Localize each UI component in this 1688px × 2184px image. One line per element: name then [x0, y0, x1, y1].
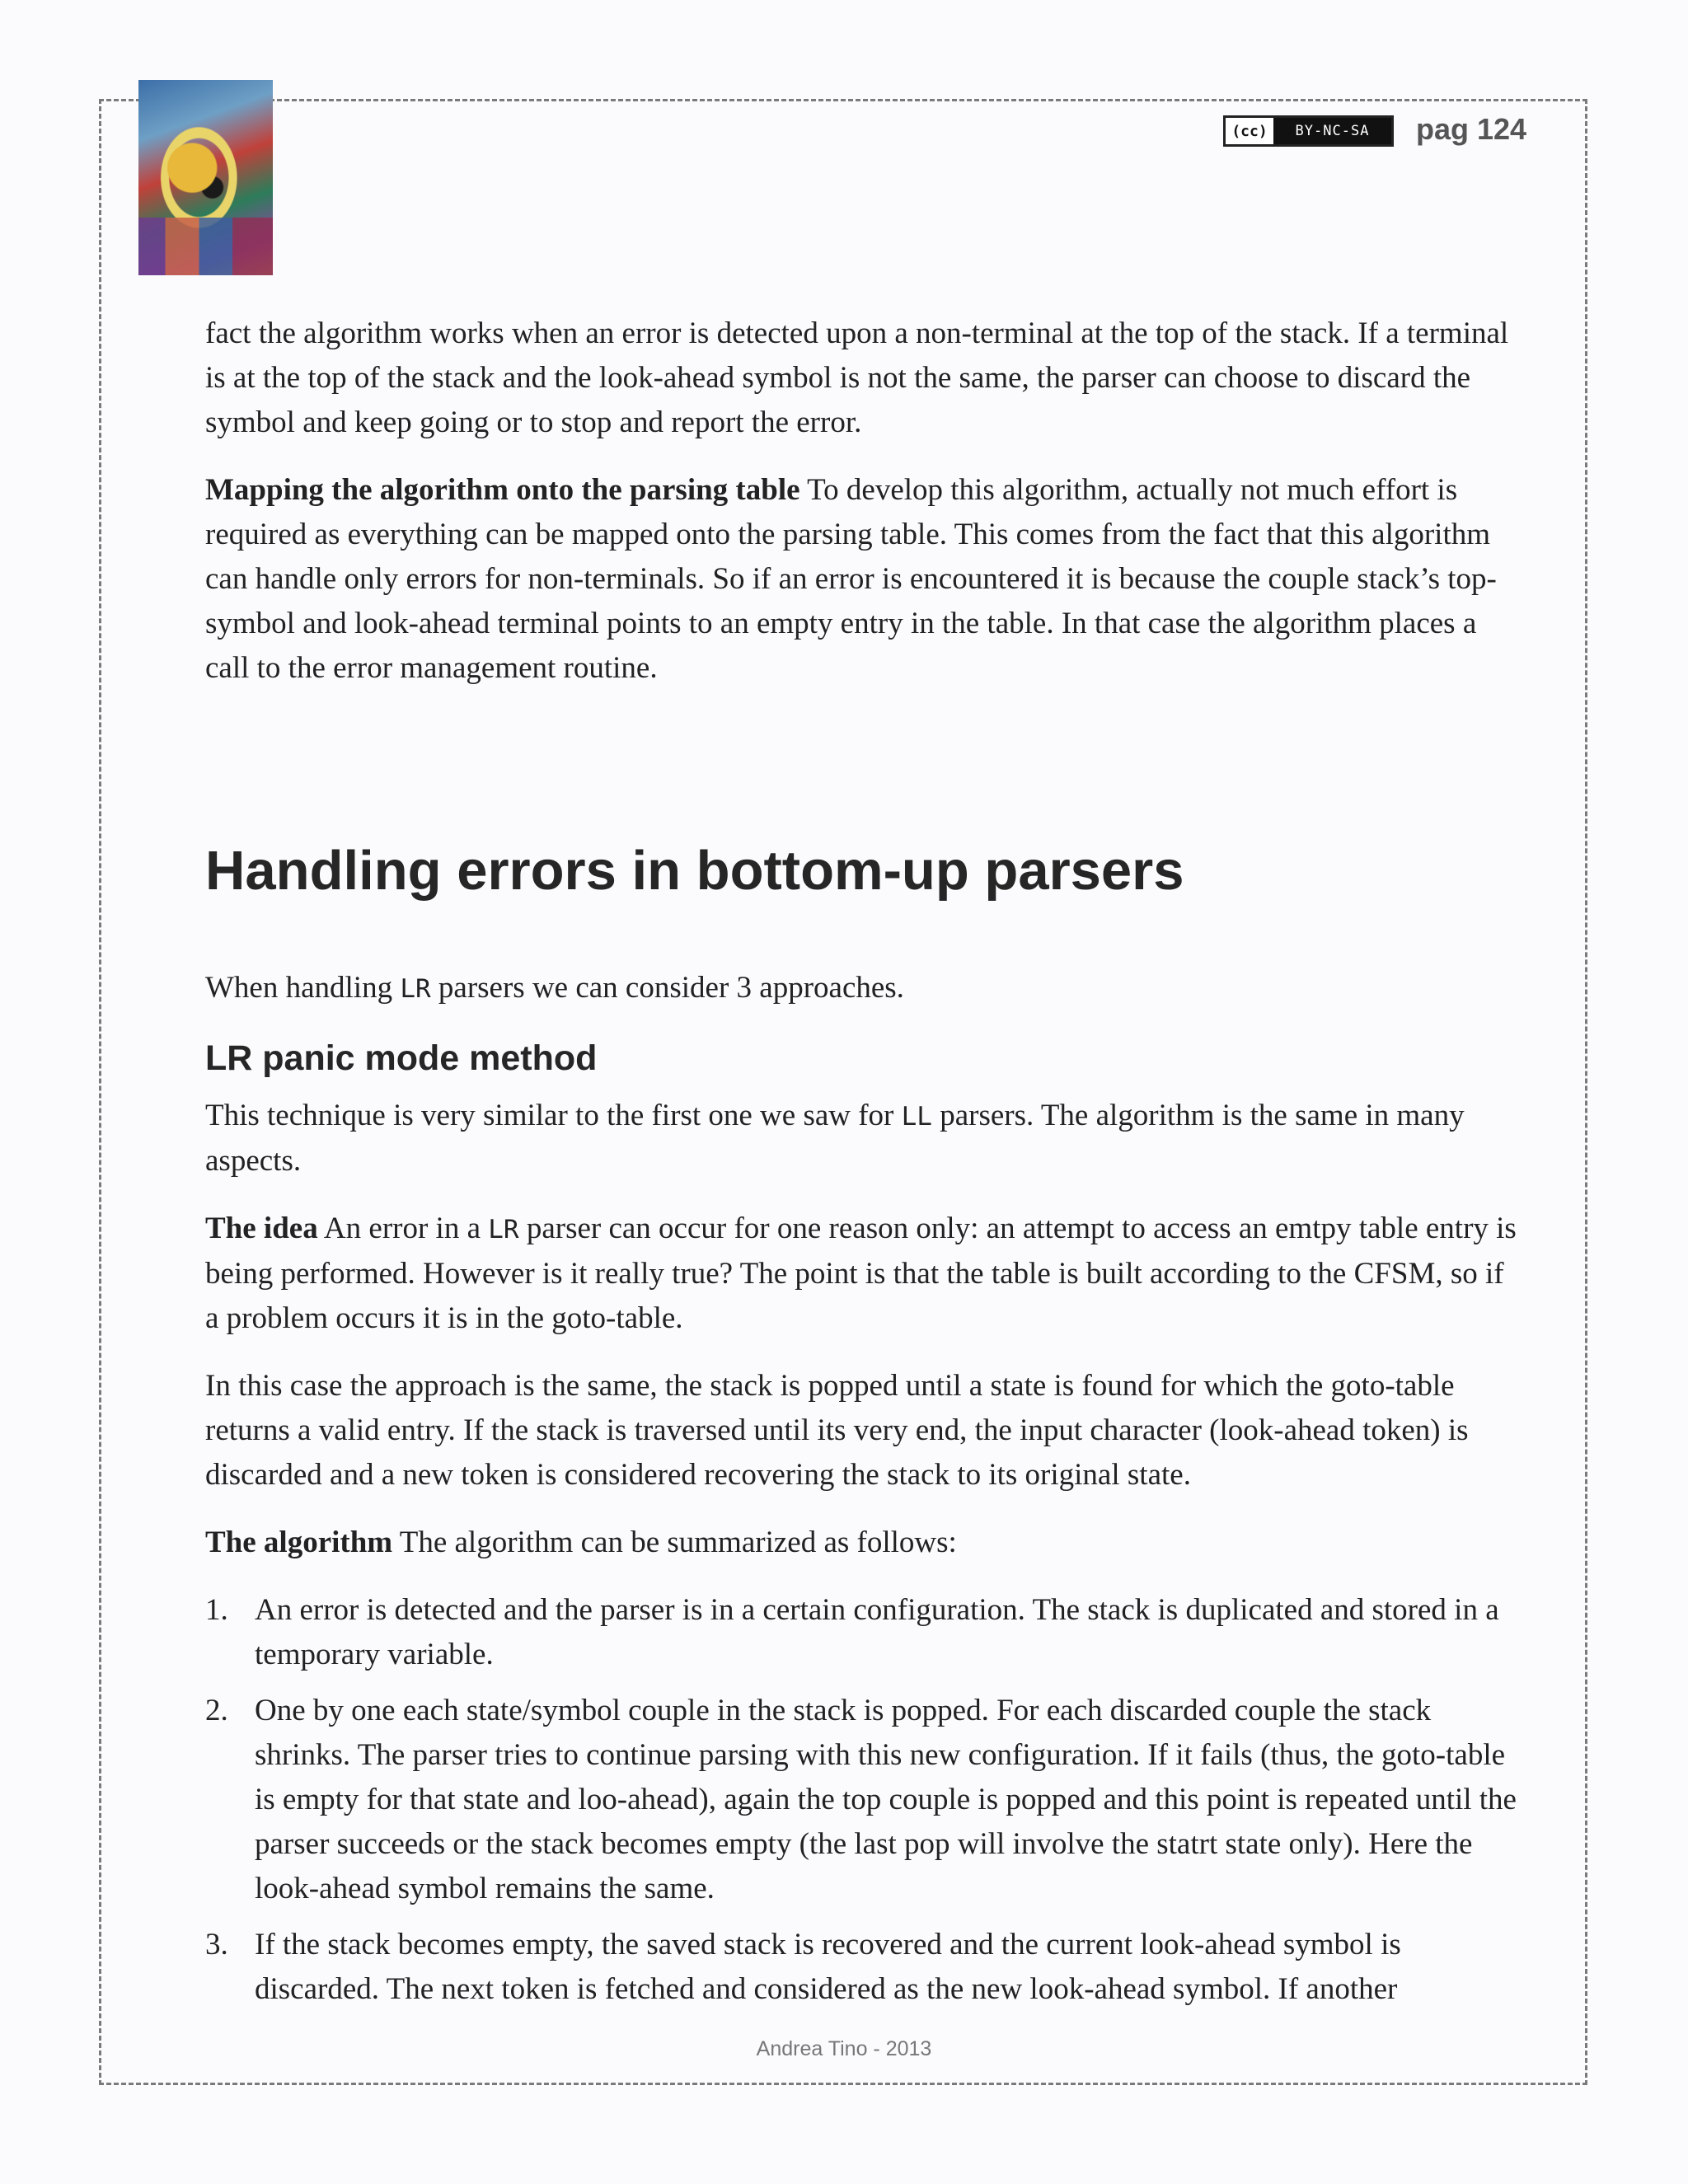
algorithm-heading: The algorithm: [205, 1526, 393, 1559]
list-item: [205, 1923, 1517, 2012]
algorithm-steps: [205, 1588, 1517, 2012]
section-intro-b: parsers we can consider 3 approaches.: [430, 971, 904, 1005]
section-intro: [205, 966, 1517, 1011]
cc-logo: (cc): [1231, 122, 1268, 140]
technique-code: LL: [901, 1102, 932, 1132]
cover-thumbnail-image: [138, 80, 273, 275]
cc-license-badge[interactable]: [1223, 115, 1394, 147]
technique-b: parsers. The algorithm is the same in many aspects.: [205, 1099, 1465, 1178]
section-intro-code: LR: [400, 974, 431, 1004]
section-title: Handling errors in bottom-up parsers: [205, 840, 1184, 902]
technique-paragraph: [205, 1094, 1517, 1183]
case-paragraph: In this case the approach is the same, the stack is popped until a state is found for which the goto-table returns a valid entry. If the stack is traversed until its very end, the input character (look-ahead token) is discarded and a new token is considered recovering the stack to its original state.: [205, 1369, 1469, 1492]
step-number: 2.: [205, 1694, 228, 1727]
idea-heading: The idea: [205, 1212, 318, 1245]
step-text: One by one each state/symbol couple in the stack is popped. For each discarded couple the stack shrinks. The parser tries to continue parsing with this new configuration. If it fails (thus, the goto-table is empty for that state and loo-ahead), again the top couple is popped and this point is repeated until the parser succeeds or the stack becomes empty (the last pop will involve the statrt state only). Here the look-ahead symbol remains the same.: [255, 1694, 1517, 1905]
mapping-paragraph: [205, 468, 1517, 691]
list-item: [205, 1588, 1517, 1677]
algorithm-text: The algorithm can be summarized as follows:: [392, 1526, 957, 1559]
section-intro-a: When handling: [205, 971, 401, 1005]
step-number: 3.: [205, 1928, 228, 1961]
technique-a: This technique is very similar to the first one we saw for: [205, 1099, 902, 1132]
step-text: An error is detected and the parser is in a certain configuration. The stack is duplicated and stored in a temporary variable.: [255, 1593, 1499, 1671]
idea-a: An error in a: [317, 1212, 489, 1245]
page-number: pag 124: [1416, 112, 1527, 146]
idea-paragraph: [205, 1207, 1517, 1341]
subsection-title: LR panic mode method: [205, 1038, 598, 1078]
mapping-heading: Mapping the algorithm onto the parsing table: [205, 473, 800, 507]
intro-section: [205, 312, 1517, 714]
cc-license-terms: BY-NC-SA: [1273, 118, 1391, 144]
intro-paragraph: fact the algorithm works when an error is detected upon a non-terminal at the top of the stack. If a terminal is at the top of the stack and the look-ahead symbol is not the same, the parser can choose to discard the symbol and keep going or to stop and report the error.: [205, 316, 1509, 439]
algorithm-paragraph: [205, 1521, 1517, 1565]
idea-b: parser can occur for one reason only: an attempt to access an emtpy table entry is being performed. However is it really true? The point is that the table is built according to the CFSM, so if a problem occurs it is in the goto-table.: [205, 1212, 1517, 1335]
page-footer: Andrea Tino - 2013: [756, 2037, 932, 2060]
list-item: [205, 1689, 1517, 1911]
section-body: [205, 966, 1517, 2023]
idea-code: LR: [488, 1215, 519, 1244]
step-number: 1.: [205, 1593, 228, 1627]
mapping-text: To develop this algorithm, actually not much effort is required as everything can be mapped onto the parsing table. This comes from the fact that this algorithm can handle only errors for non-terminals. So if an error is encountered it is because the couple stack’s top-symbol and look-ahead terminal points to an empty entry in the table. In that case the algorithm places a call to the error management routine.: [205, 473, 1497, 685]
step-text: If the stack becomes empty, the saved stack is recovered and the current look-ahead symbol is discarded. The next token is fetched and considered as the new look-ahead symbol. If another: [255, 1928, 1401, 2006]
